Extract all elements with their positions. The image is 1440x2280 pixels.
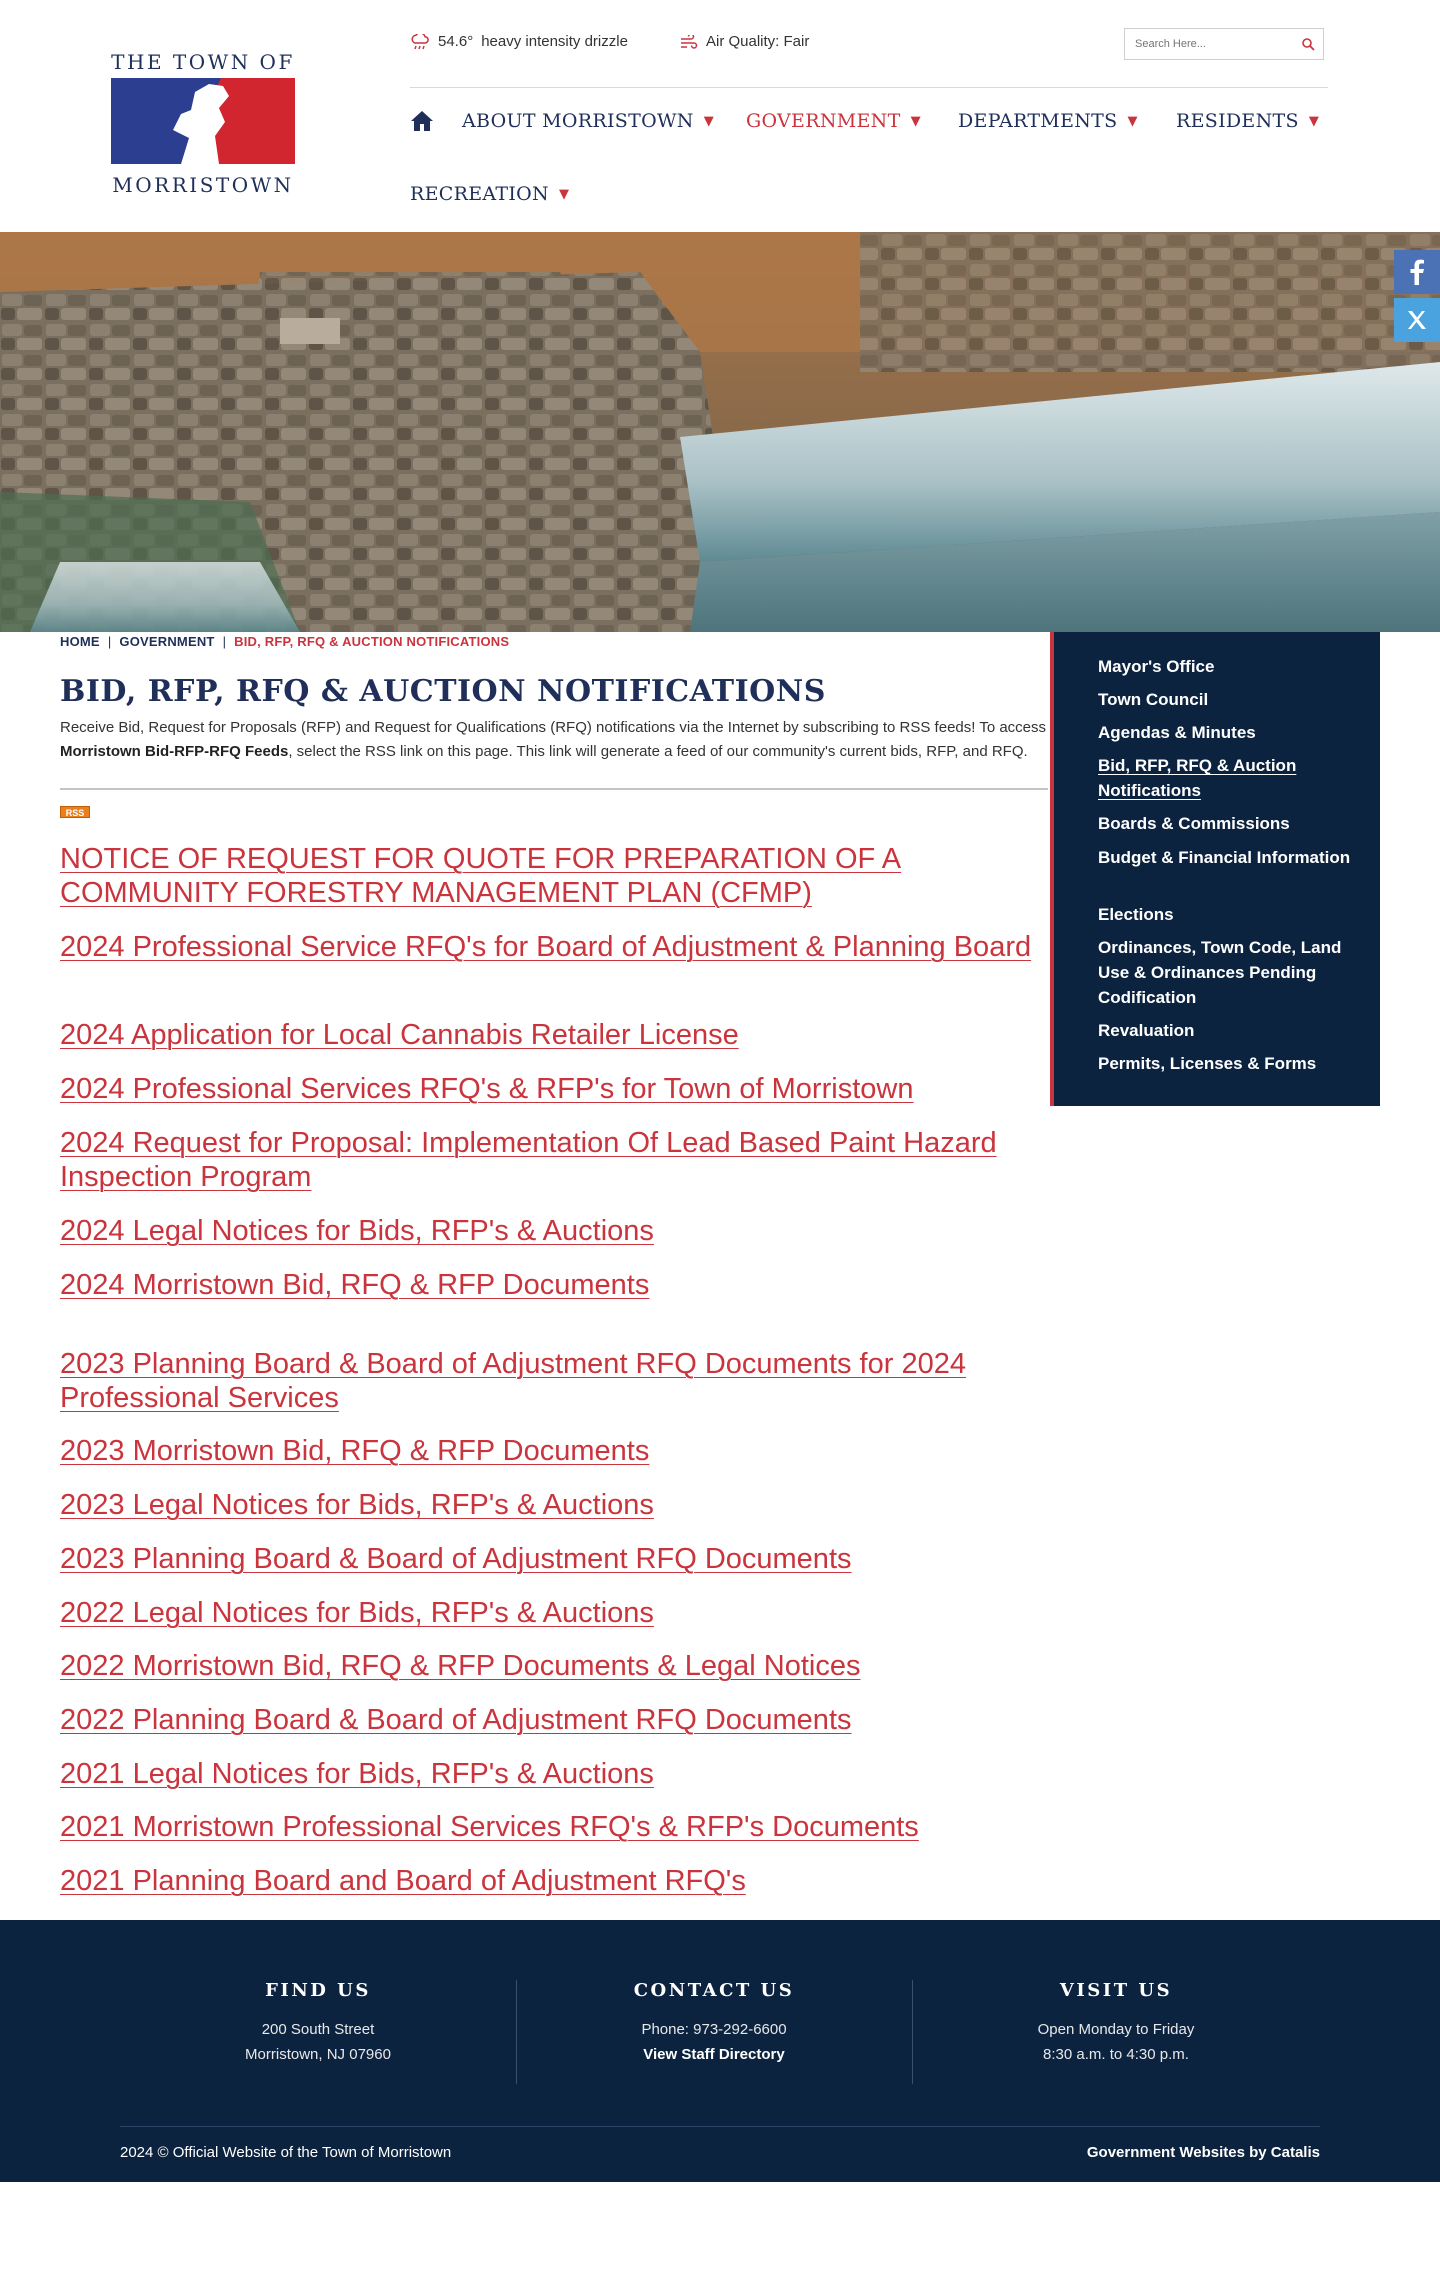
staff-directory-link[interactable]: [643, 2046, 784, 2063]
footer-visit-us: [918, 1980, 1314, 2067]
notification-link[interactable]: 2021 Legal Notices for Bids, RFP's & Auctions: [60, 1758, 654, 1790]
sidebar-item-label[interactable]: Budget & Financial Information: [1098, 848, 1351, 867]
list-item: [60, 1347, 1050, 1415]
footer-contact-us: [516, 1980, 912, 2067]
nav-residents[interactable]: [1176, 110, 1319, 132]
notification-link[interactable]: 2024 Request for Proposal: Implementation Of Lead Based Paint Hazard Inspection Program: [60, 1127, 997, 1193]
home-icon[interactable]: [410, 110, 434, 132]
notification-link[interactable]: 2024 Legal Notices for Bids, RFP's & Auctions: [60, 1215, 654, 1247]
notification-link[interactable]: 2023 Legal Notices for Bids, RFP's & Auctions: [60, 1489, 654, 1521]
sidebar-item-label[interactable]: Permits, Licenses & Forms: [1098, 1054, 1317, 1073]
site-footer: [0, 1920, 1440, 2182]
sidebar-item-boards-commissions[interactable]: [1098, 811, 1358, 836]
divider: [60, 788, 1048, 790]
nav-government[interactable]: [746, 110, 921, 132]
search-box: [1124, 28, 1324, 60]
sidebar-item-bid-rfp-rfq[interactable]: [1098, 753, 1358, 803]
sidebar-item-agendas-minutes[interactable]: [1098, 720, 1358, 745]
section-sidebar: [1050, 632, 1380, 1106]
nav-about-morristown[interactable]: [462, 110, 714, 132]
notification-link[interactable]: 2024 Morristown Bid, RFQ & RFP Documents: [60, 1269, 650, 1301]
notification-link[interactable]: NOTICE OF REQUEST FOR QUOTE FOR PREPARATION OF A COMMUNITY FORESTRY MANAGEMENT PLAN (CFMP): [60, 843, 902, 909]
nav-departments-label: DEPARTMENTS: [958, 110, 1118, 132]
caret-down-icon: ▼: [703, 113, 715, 129]
breadcrumb: HOME | GOVERNMENT | BID, RFP, RFQ & AUCTION NOTIFICATIONS: [60, 634, 510, 649]
wind-icon: [680, 35, 698, 49]
notification-link[interactable]: 2024 Application for Local Cannabis Retailer License: [60, 1019, 739, 1051]
notification-link[interactable]: 2023 Planning Board & Board of Adjustment RFQ Documents for 2024 Professional Services: [60, 1348, 966, 1414]
sidebar-item-label[interactable]: Bid, RFP, RFQ & Auction Notifications: [1098, 756, 1297, 800]
weather-temperature: 54.6°: [438, 33, 474, 50]
notification-link[interactable]: 2023 Planning Board & Board of Adjustment RFQ Documents: [60, 1543, 852, 1575]
sidebar-item-mayors-office[interactable]: [1098, 654, 1358, 679]
sidebar-item-permits[interactable]: [1098, 1051, 1358, 1076]
sidebar-item-label[interactable]: Boards & Commissions: [1098, 814, 1290, 833]
list-item: [60, 1649, 1050, 1683]
utility-bar: [410, 28, 1328, 88]
notification-link[interactable]: 2022 Morristown Bid, RFQ & RFP Documents & Legal Notices: [60, 1650, 861, 1682]
caret-down-icon: ▼: [558, 186, 570, 202]
logo-flag-icon: [111, 78, 295, 164]
list-item: [60, 1596, 1050, 1630]
sidebar-item-label[interactable]: Ordinances, Town Code, Land Use & Ordinances Pending Codification: [1098, 938, 1342, 1007]
notification-link[interactable]: 2021 Morristown Professional Services RFQ's & RFP's Documents: [60, 1811, 919, 1843]
list-item: [60, 930, 1050, 964]
copyright-text: 2024 © Official Website of the Town of Morristown: [120, 2144, 452, 2161]
search-input[interactable]: [1125, 29, 1285, 59]
breadcrumb-government[interactable]: GOVERNMENT: [119, 634, 215, 649]
sidebar-item-label[interactable]: Elections: [1098, 905, 1174, 924]
facebook-icon: [1409, 259, 1425, 285]
waterfall-scene: [0, 232, 1440, 632]
sidebar-item-label[interactable]: Agendas & Minutes: [1098, 723, 1256, 742]
sidebar-item-revaluation[interactable]: [1098, 1018, 1358, 1043]
caret-down-icon: ▼: [910, 113, 921, 129]
page-title: BID, RFP, RFQ & AUCTION NOTIFICATIONS: [60, 674, 826, 709]
sidebar-item-town-council[interactable]: [1098, 687, 1358, 712]
list-item: [60, 842, 1050, 910]
list-item: [60, 1214, 1050, 1248]
weather-condition: heavy intensity drizzle: [481, 33, 628, 50]
site-header: [0, 0, 1440, 232]
sidebar-item-ordinances[interactable]: [1098, 935, 1358, 1010]
notification-link[interactable]: 2023 Morristown Bid, RFQ & RFP Documents: [60, 1435, 650, 1467]
nav-recreation[interactable]: [410, 183, 569, 205]
weather-widget: [410, 33, 628, 50]
air-quality-widget: [680, 33, 809, 50]
footer-hours-time: 8:30 a.m. to 4:30 p.m.: [1043, 2046, 1189, 2063]
list-item: [60, 1488, 1050, 1522]
sidebar-item-label[interactable]: Town Council: [1098, 690, 1209, 709]
notification-link[interactable]: 2022 Planning Board & Board of Adjustment RFQ Documents: [60, 1704, 852, 1736]
footer-heading: VISIT US: [1059, 1980, 1173, 2001]
intro-text: [60, 716, 1050, 764]
list-item: [60, 1072, 1050, 1106]
nav-recreation-label: RECREATION: [410, 183, 549, 205]
footer-address-line1: 200 South Street: [261, 2021, 375, 2038]
rss-feed-button[interactable]: RSS: [60, 806, 90, 818]
x-share-button[interactable]: [1394, 298, 1440, 342]
notification-link[interactable]: 2024 Professional Services RFQ's & RFP's for Town of Morristown: [60, 1073, 914, 1105]
list-item: [60, 1757, 1050, 1791]
air-quality-text: Air Quality: Fair: [706, 33, 810, 50]
nav-about-label: ABOUT MORRISTOWN: [462, 110, 694, 132]
rain-cloud-icon: [410, 34, 430, 50]
list-item: [60, 1434, 1050, 1468]
footer-divider: [912, 1980, 913, 2084]
list-item: [60, 1126, 1050, 1194]
footer-heading: FIND US: [265, 1980, 371, 2001]
footer-address-line2: Morristown, NJ 07960: [245, 2046, 391, 2063]
x-logo-icon: [1406, 309, 1428, 331]
list-item: [60, 1703, 1050, 1737]
footer-rule: [120, 2126, 1320, 2127]
notification-link[interactable]: 2024 Professional Service RFQ's for Board of Adjustment & Planning Board: [60, 931, 1032, 963]
list-item: [60, 1268, 1050, 1302]
footer-hours-days: Open Monday to Friday: [1037, 2021, 1195, 2038]
facebook-share-button[interactable]: [1394, 250, 1440, 294]
sidebar-item-elections[interactable]: [1098, 902, 1358, 927]
breadcrumb-current: BID, RFP, RFQ & AUCTION NOTIFICATIONS: [234, 634, 510, 649]
footer-find-us: [120, 1980, 516, 2067]
sidebar-item-label[interactable]: Mayor's Office: [1098, 657, 1215, 676]
list-item: [60, 1542, 1050, 1576]
list-item: [60, 1018, 1050, 1052]
caret-down-icon: ▼: [1308, 113, 1320, 129]
breadcrumb-home[interactable]: HOME: [60, 634, 100, 649]
notification-link[interactable]: 2021 Planning Board and Board of Adjustment RFQ's: [60, 1865, 746, 1897]
town-logo[interactable]: [110, 50, 296, 197]
staff-directory-label: View Staff Directory: [643, 2046, 785, 2063]
list-item: [60, 1864, 1050, 1898]
logo-text-top: THE TOWN OF: [111, 50, 295, 74]
intro-feed-name: Morristown Bid-RFP-RFQ Feeds: [60, 743, 289, 760]
caret-down-icon: ▼: [1127, 113, 1138, 129]
logo-text-bottom: MORRISTOWN: [112, 173, 294, 197]
hero-image: [0, 232, 1440, 632]
vendor-credit-link[interactable]: Government Websites by Catalis: [1086, 2144, 1320, 2161]
notification-link[interactable]: 2022 Legal Notices for Bids, RFP's & Auctions: [60, 1597, 654, 1629]
search-icon[interactable]: [1301, 37, 1315, 51]
intro-text-part1: Receive Bid, Request for Proposals (RFP) and Request for Qualifications (RFQ) notifications via the Internet by subscribing to RSS feeds! To access: [60, 719, 1047, 736]
intro-text-part2: , select the RSS link on this page. This link will generate a feed of our community's current bids, RFP, and RFQ.: [288, 743, 1028, 760]
footer-heading: CONTACT US: [633, 1980, 795, 2001]
nav-residents-label: RESIDENTS: [1176, 110, 1299, 132]
footer-phone: Phone: 973-292-6600: [641, 2021, 787, 2038]
nav-government-label: GOVERNMENT: [746, 110, 901, 132]
sidebar-item-label[interactable]: Revaluation: [1098, 1021, 1195, 1040]
sidebar-item-budget[interactable]: [1098, 845, 1358, 870]
list-item: [60, 1810, 1050, 1844]
nav-departments[interactable]: [958, 110, 1138, 132]
